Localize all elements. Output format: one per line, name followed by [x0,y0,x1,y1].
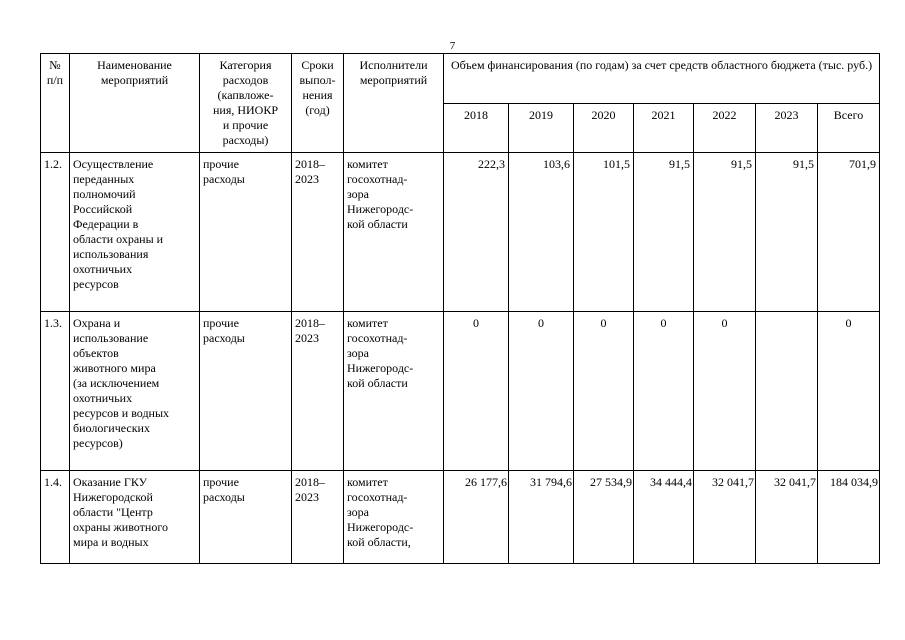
row-name: Охрана и использование объектов животного мира (за исключением охотничьих ресурсов и водных биологических ресурсов) [70,312,200,471]
header-executors: Исполнители мероприятий [344,54,444,153]
row-value: 91,5 [694,153,756,312]
row-value: 0 [444,312,509,471]
row-value: 0 [574,312,634,471]
table-row [41,312,880,471]
header-number: № п/п [41,54,70,153]
row-number: 1.3. [41,312,70,471]
row-value: 26 177,6 [444,471,509,564]
header-year: 2022 [694,103,756,153]
row-number: 1.4. [41,471,70,564]
row-value: 32 041,7 [694,471,756,564]
row-value: 27 534,9 [574,471,634,564]
row-value: 0 [509,312,574,471]
row-number: 1.2. [41,153,70,312]
row-period: 2018– 2023 [292,471,344,564]
page-number: 7 [449,40,456,52]
row-period: 2018– 2023 [292,312,344,471]
row-value: 91,5 [634,153,694,312]
row-value: 34 444,4 [634,471,694,564]
row-period: 2018– 2023 [292,153,344,312]
row-name: Осуществление переданных полномочий Российской Федерации в области охраны и использования охотничьих ресурсов [70,153,200,312]
header-year: 2019 [509,103,574,153]
table-row [41,153,880,312]
row-value: 103,6 [509,153,574,312]
row-total: 701,9 [818,153,880,312]
row-value: 91,5 [756,153,818,312]
header-year: 2021 [634,103,694,153]
header-year: 2020 [574,103,634,153]
header-year: 2023 [756,103,818,153]
row-value: 101,5 [574,153,634,312]
row-value [756,312,818,471]
table-row [41,471,880,564]
header-total: Всего [818,103,880,153]
row-value: 31 794,6 [509,471,574,564]
row-value: 0 [694,312,756,471]
row-total: 0 [818,312,880,471]
header-period: Сроки выпол- нения (год) [292,54,344,153]
funding-table [40,53,880,564]
row-value: 0 [634,312,694,471]
header-funding: Объем финансирования (по годам) за счет средств областного бюджета (тыс. руб.) [444,54,880,104]
row-name: Оказание ГКУ Нижегородской области "Центр охраны животного мира и водных [70,471,200,564]
row-category: прочие расходы [200,312,292,471]
header-name: Наименование мероприятий [70,54,200,153]
header-year: 2018 [444,103,509,153]
row-executor: комитет госохотнад- зора Нижегородс- кой области [344,153,444,312]
row-value: 222,3 [444,153,509,312]
row-total: 184 034,9 [818,471,880,564]
row-value: 32 041,7 [756,471,818,564]
row-category: прочие расходы [200,153,292,312]
header-category: Категория расходов (капвложе- ния, НИОКР и прочие расходы) [200,54,292,153]
header-row-main [41,54,880,104]
row-executor: комитет госохотнад- зора Нижегородс- кой области, [344,471,444,564]
row-category: прочие расходы [200,471,292,564]
row-executor: комитет госохотнад- зора Нижегородс- кой области [344,312,444,471]
